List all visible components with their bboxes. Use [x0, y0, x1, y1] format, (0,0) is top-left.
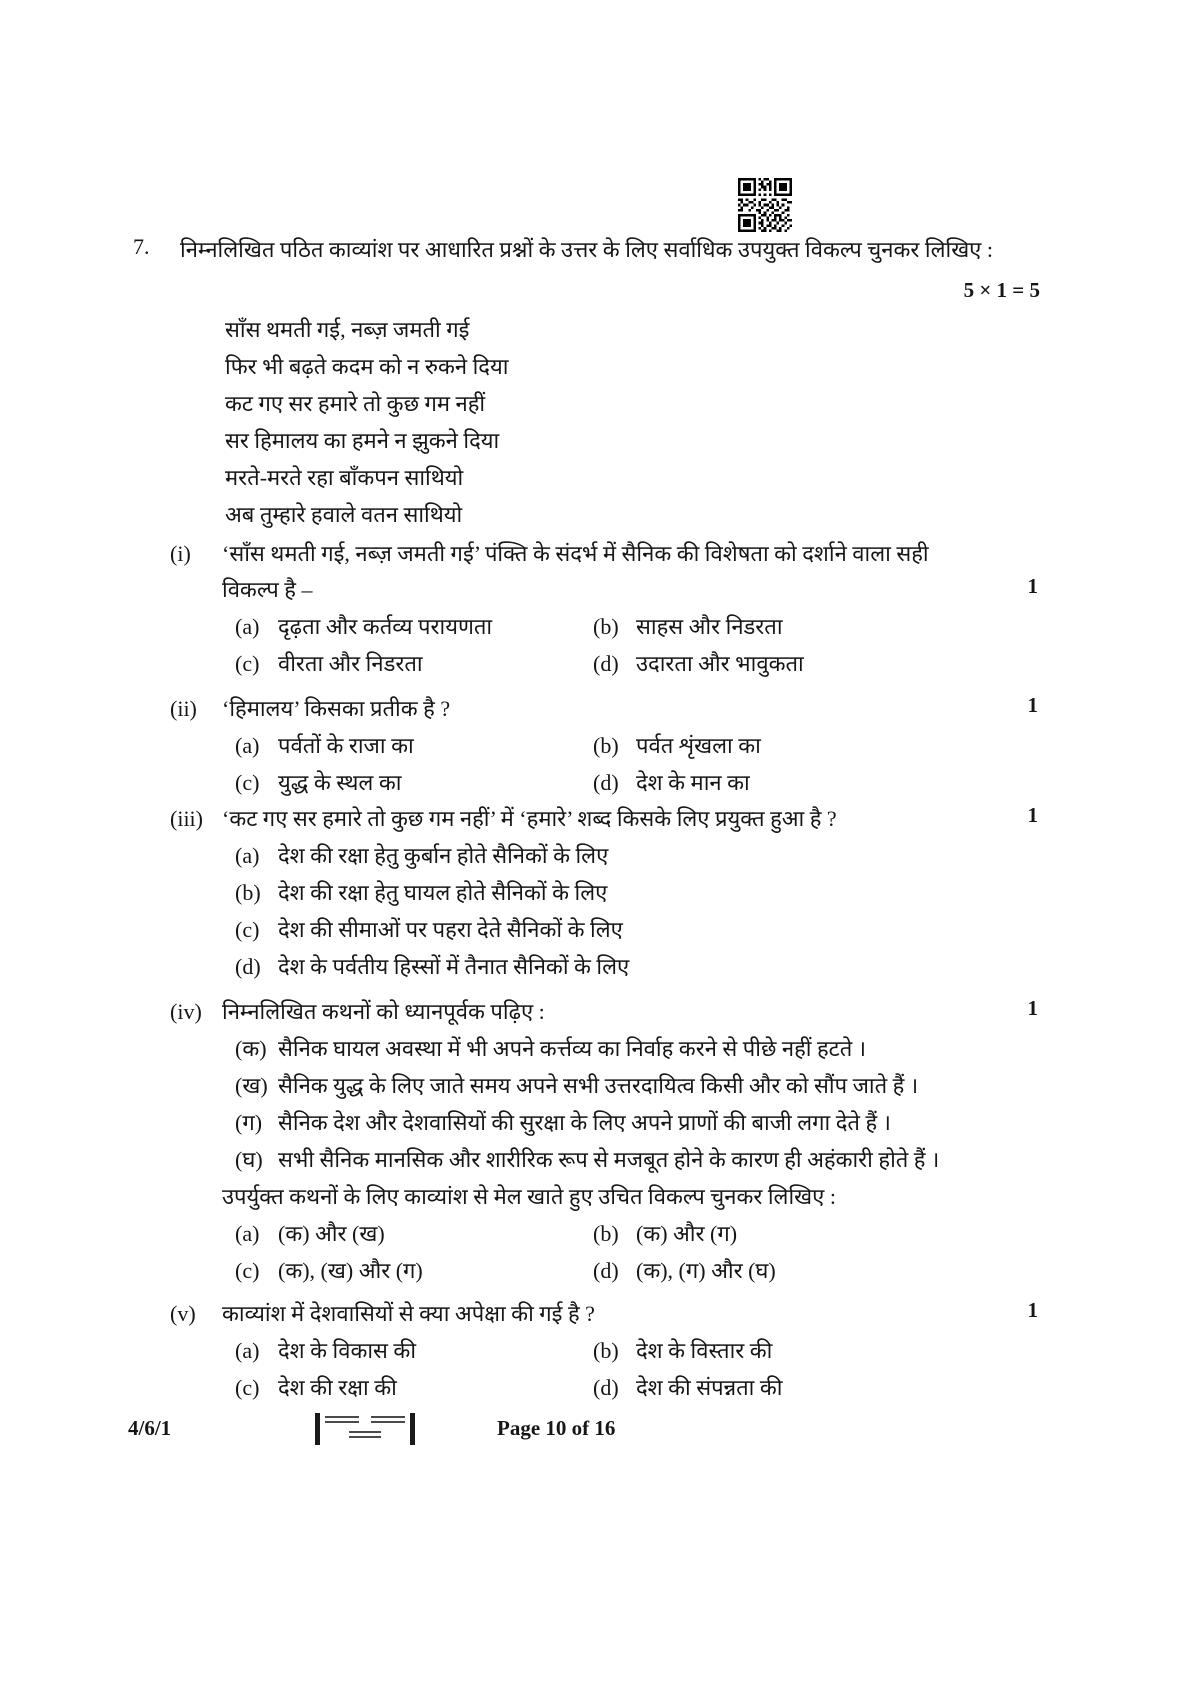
option-label: (c) [235, 917, 260, 942]
marks-scheme: 5 × 1 = 5 [963, 278, 1040, 302]
poem-line: फिर भी बढ़ते कदम को न रुकने दिया [225, 354, 509, 379]
qr-code-icon [738, 178, 792, 232]
option-text: पर्वतों के राजा का [278, 733, 414, 758]
marks-badge: 1 [1027, 803, 1038, 827]
subquestion-ii [133, 691, 1040, 801]
poem-line: कट गए सर हमारे तो कुछ गम नहीं [225, 391, 486, 416]
option-label: (c) [235, 1375, 260, 1400]
option-row [235, 1252, 593, 1289]
printer-registration-mark-icon [315, 1412, 415, 1452]
option-row [235, 1332, 593, 1369]
page-number: Page 10 of 16 [497, 1416, 616, 1440]
statement-label: (ख) [235, 1073, 268, 1098]
subquestion-number: (ii) [170, 696, 197, 721]
poem-extract [225, 311, 1040, 533]
subquestion-number: (iii) [170, 806, 203, 831]
poem-line: साँस थमती गई, नब्ज़ जमती गई [225, 317, 470, 342]
option-row [593, 1252, 1040, 1289]
option-text: (क), (ग) और (घ) [636, 1258, 776, 1283]
marks-badge: 1 [1027, 1298, 1038, 1322]
option-text: (क) और (ख) [278, 1221, 385, 1246]
option-label: (d) [235, 954, 261, 979]
subquestion-i [133, 536, 1040, 682]
option-label: (b) [593, 614, 619, 639]
option-row [593, 1215, 1040, 1252]
statement-label: (घ) [235, 1147, 263, 1172]
subquestion-number: (i) [170, 541, 191, 566]
option-label: (a) [235, 1221, 260, 1246]
subquestion-stem-line: ‘हिमालय’ किसका प्रतीक है ? [222, 696, 451, 721]
option-text: उदारता और भावुकता [636, 651, 804, 676]
subquestion-stem-line: ‘साँस थमती गई, नब्ज़ जमती गई’ पंक्ति के संदर्भ में सैनिक की विशेषता को दर्शाने वाला सही [222, 541, 929, 566]
option-label: (b) [593, 733, 619, 758]
option-row [593, 764, 1040, 801]
statement-label: (ग) [235, 1110, 263, 1135]
subquestion-number: (v) [170, 1301, 196, 1326]
option-text: देश के विस्तार की [636, 1338, 773, 1363]
statement-text: सैनिक युद्ध के लिए जाते समय अपने सभी उत्तरदायित्व किसी और को सौंप जाते हैं । [278, 1073, 919, 1098]
option-row [235, 1215, 593, 1252]
option-label: (c) [235, 1258, 260, 1283]
statement-text: सैनिक घायल अवस्था में भी अपने कर्त्तव्य का निर्वाह करने से पीछे नहीं हटते । [278, 1036, 867, 1061]
statement-row [235, 1030, 1040, 1067]
option-row [235, 874, 1040, 911]
option-text: (क), (ख) और (ग) [278, 1258, 423, 1283]
option-label: (a) [235, 614, 260, 639]
option-row [235, 1369, 593, 1406]
page-footer [0, 1412, 1190, 1452]
options-grid [235, 727, 1040, 801]
option-label: (a) [235, 733, 260, 758]
statement-row [235, 1141, 1040, 1178]
question-stem: निम्नलिखित पठित काव्यांश पर आधारित प्रश्नों के उत्तर के लिए सर्वाधिक उपयुक्त विकल्प चुनकर लिखिए : [180, 237, 993, 262]
subquestion-number: (iv) [170, 999, 202, 1024]
marks-badge: 1 [1027, 996, 1038, 1020]
option-text: देश की रक्षा हेतु कुर्बान होते सैनिकों के लिए [278, 843, 609, 868]
option-text: वीरता और निडरता [278, 651, 423, 676]
option-text: देश के मान का [636, 770, 750, 795]
option-label: (b) [235, 880, 261, 905]
options-grid [235, 608, 1040, 682]
subquestion-stem-line: काव्यांश में देशवासियों से क्या अपेक्षा की गई है ? [222, 1301, 595, 1326]
option-text: साहस और निडरता [636, 614, 783, 639]
option-text: देश के विकास की [278, 1338, 417, 1363]
option-label: (b) [593, 1221, 619, 1246]
poem-line: सर हिमालय का हमने न झुकने दिया [225, 428, 500, 453]
statement-text: सैनिक देश और देशवासियों की सुरक्षा के लिए अपने प्राणों की बाजी लगा देते हैं । [278, 1110, 891, 1135]
option-label: (d) [593, 1375, 619, 1400]
question-7-stem-row [133, 234, 1040, 264]
option-label: (c) [235, 651, 260, 676]
option-row [593, 1369, 1040, 1406]
subquestion-iv [133, 994, 1040, 1289]
option-text: (क) और (ग) [636, 1221, 738, 1246]
statement-text: सभी सैनिक मानसिक और शारीरिक रूप से मजबूत होने के कारण ही अहंकारी होते हैं । [278, 1147, 940, 1172]
option-row [235, 837, 1040, 874]
option-row [593, 608, 1040, 645]
subquestion-iii [133, 801, 1040, 985]
paper-code: 4/6/1 [128, 1416, 172, 1440]
option-label: (c) [235, 770, 260, 795]
option-text: देश की रक्षा की [278, 1375, 397, 1400]
marks-badge: 1 [1027, 574, 1038, 598]
option-text: देश के पर्वतीय हिस्सों में तैनात सैनिकों के लिए [278, 954, 630, 979]
option-label: (a) [235, 1338, 260, 1363]
option-row [235, 764, 593, 801]
option-row [235, 727, 593, 764]
statements-list [235, 1030, 1040, 1178]
option-text: युद्ध के स्थल का [278, 770, 402, 795]
option-label: (b) [593, 1338, 619, 1363]
subquestion-stem-line: ‘कट गए सर हमारे तो कुछ गम नहीं’ में ‘हमारे’ शब्द किसके लिए प्रयुक्त हुआ है ? [222, 806, 837, 831]
option-row [593, 645, 1040, 682]
option-label: (a) [235, 843, 260, 868]
statements-instruction: उपर्युक्त कथनों के लिए काव्यांश से मेल खाते हुए उचित विकल्प चुनकर लिखिए : [222, 1184, 836, 1209]
subquestion-stem-line: निम्नलिखित कथनों को ध्यानपूर्वक पढ़िए : [222, 999, 545, 1024]
option-row [235, 608, 593, 645]
question-number: 7. [133, 234, 150, 259]
option-row [235, 911, 1040, 948]
statement-row [235, 1067, 1040, 1104]
option-text: देश की रक्षा हेतु घायल होते सैनिकों के लिए [278, 880, 608, 905]
poem-line: अब तुम्हारे हवाले वतन साथियो [225, 502, 463, 527]
question-7-block [133, 234, 1040, 1406]
poem-line: मरते-मरते रहा बाँकपन साथियो [225, 465, 464, 490]
option-text: देश की संपन्नता की [636, 1375, 783, 1400]
subquestion-v [133, 1296, 1040, 1406]
option-text: पर्वत शृंखला का [636, 733, 761, 758]
option-label: (d) [593, 651, 619, 676]
option-text: देश की सीमाओं पर पहरा देते सैनिकों के लिए [278, 917, 623, 942]
subquestion-stem-line: विकल्प है – [222, 577, 313, 602]
option-row [235, 948, 1040, 985]
option-row [235, 645, 593, 682]
option-row [593, 1332, 1040, 1369]
statement-row [235, 1104, 1040, 1141]
options-grid [235, 1332, 1040, 1406]
option-label: (d) [593, 770, 619, 795]
option-text: दृढ़ता और कर्तव्य परायणता [278, 614, 493, 639]
option-row [593, 727, 1040, 764]
marks-badge: 1 [1027, 693, 1038, 717]
statement-label: (क) [235, 1036, 267, 1061]
option-label: (d) [593, 1258, 619, 1283]
options-list [235, 837, 1040, 985]
options-grid [235, 1215, 1040, 1289]
